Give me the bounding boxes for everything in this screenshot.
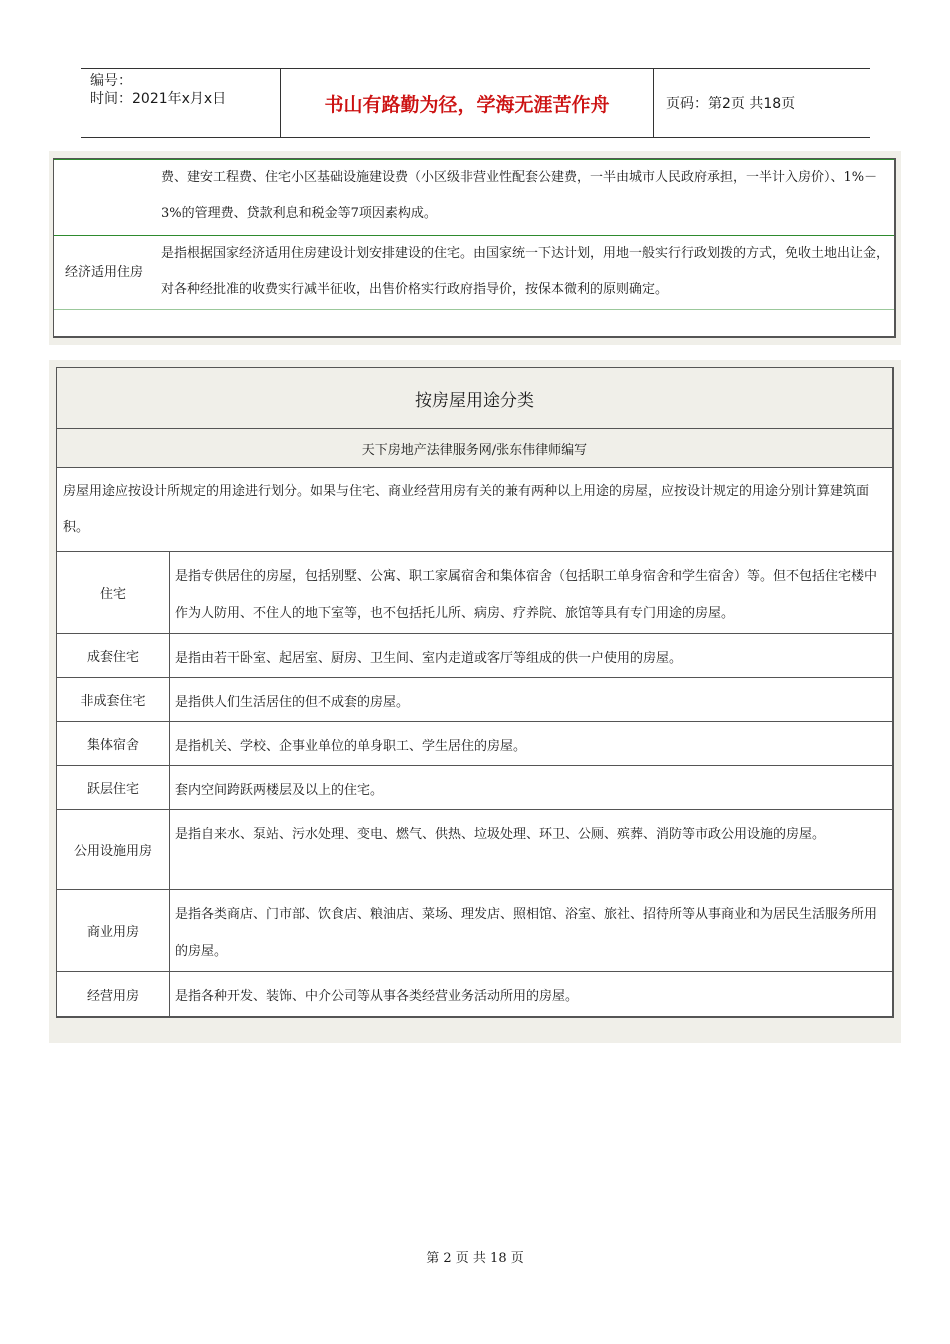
row-text: 套内空间跨跃两楼层及以上的住宅。 <box>175 783 384 798</box>
continuation-row <box>54 159 894 236</box>
continuation-section <box>49 151 901 345</box>
author-line: 天下房地产法律服务网/张东伟律师编写 <box>57 429 892 468</box>
row-text: 是指根据国家经济适用住房建设计划安排建设的住宅。由国家统一下达计划，用地一般实行行政划拨的方式，免收土地出让金，对各种经批准的收费实行减半征收，出售价格实行政府指导价，按保本微利的原则确定。 <box>161 246 890 297</box>
page-info: 页码：第2页 共18页 <box>666 96 796 112</box>
header-meta <box>81 69 281 137</box>
table-row <box>57 972 892 1016</box>
table-row <box>57 890 892 972</box>
continuation-table <box>53 158 896 338</box>
table-row <box>57 766 892 810</box>
row-text: 是指供人们生活居住的但不成套的房屋。 <box>175 695 410 710</box>
number-label: 编号： <box>90 73 132 89</box>
table-row <box>57 552 892 634</box>
row-label: 住宅 <box>57 552 170 633</box>
row-label: 成套住宅 <box>57 634 170 677</box>
table-row <box>57 634 892 678</box>
classification-section <box>49 360 901 1043</box>
section-title: 按房屋用途分类 <box>57 368 892 429</box>
row-text: 是指由若干卧室、起居室、厨房、卫生间、室内走道或客厅等组成的供一户使用的房屋。 <box>175 651 683 666</box>
row-label: 商业用房 <box>57 890 170 971</box>
row-text: 是指各类商店、门市部、饮食店、粮油店、菜场、理发店、照相馆、浴室、旅社、招待所等从事商业和为居民生活服务所用的房屋。 <box>175 907 878 959</box>
row-text: 是指各种开发、装饰、中介公司等从事各类经营业务活动所用的房屋。 <box>175 989 579 1004</box>
row-label: 经济适用住房 <box>64 265 143 280</box>
page-footer: 第 2 页 共 18 页 <box>426 1251 524 1266</box>
continuation-row-empty <box>54 309 894 338</box>
row-text: 费、建安工程费、住宅小区基础设施建设费（小区级非营业性配套公建费，一半由城市人民政府承担，一半计入房价）、1%－3%的管理费、贷款利息和税金等7项因素构成。 <box>161 170 878 221</box>
time-label: 时间：2021年x月x日 <box>90 91 227 107</box>
row-label: 非成套住宅 <box>57 678 170 721</box>
row-label: 公用设施用房 <box>57 810 170 889</box>
row-label: 集体宿舍 <box>57 722 170 765</box>
row-label: 经营用房 <box>57 972 170 1016</box>
row-label: 跃层住宅 <box>57 766 170 809</box>
classification-table <box>56 367 894 1018</box>
table-row <box>57 810 892 890</box>
table-row <box>57 722 892 766</box>
table-row <box>57 678 892 722</box>
intro-text: 房屋用途应按设计所规定的用途进行划分。如果与住宅、商业经营用房有关的兼有两种以上用途的房屋，应按设计规定的用途分别计算建筑面积。 <box>57 468 892 552</box>
motto: 书山有路勤为径，学海无涯苦作舟 <box>281 69 654 137</box>
continuation-row <box>54 235 894 310</box>
page-header <box>81 68 870 138</box>
row-text: 是指机关、学校、企事业单位的单身职工、学生居住的房屋。 <box>175 739 527 754</box>
row-text: 是指专供居住的房屋，包括别墅、公寓、职工家属宿舍和集体宿舍（包括职工单身宿舍和学生宿舍）等。但不包括住宅楼中作为人防用、不住人的地下室等，也不包括托儿所、病房、疗养院、旅馆等具有专门用途的房屋。 <box>175 569 878 621</box>
row-text: 是指自来水、泵站、污水处理、变电、燃气、供热、垃圾处理、环卫、公厕、殡葬、消防等市政公用设施的房屋。 <box>175 827 826 842</box>
